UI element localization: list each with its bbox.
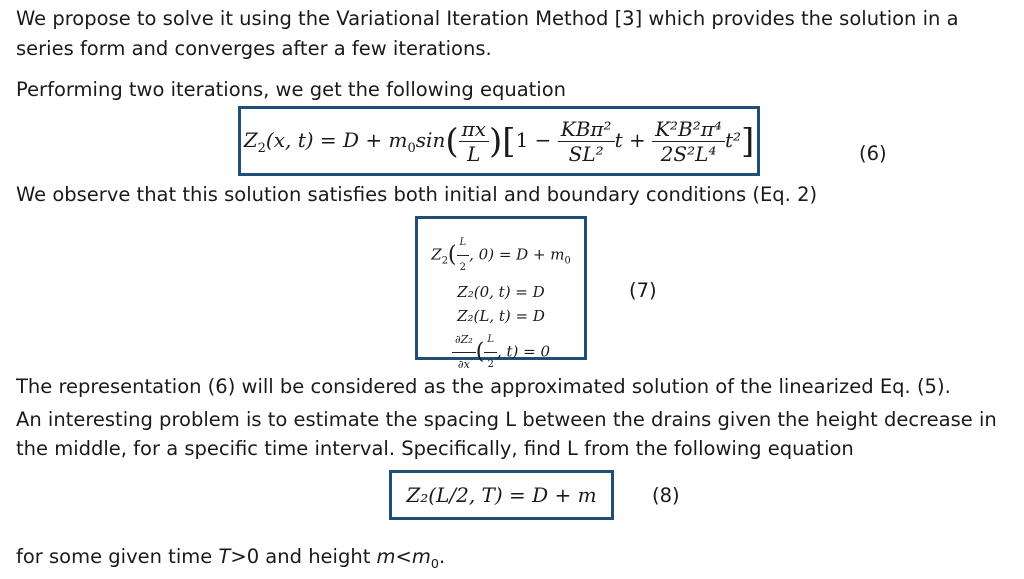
paragraph-intro-line1: We propose to solve it using the Variational Iteration Method [3] which provides the solution in a (16, 7, 959, 30)
paragraph-intro-line2: series form and converges after a few iterations. (16, 37, 492, 60)
eq7-line1: $Z_2$( $\frac{L}{2}$ , $0) = D + m_0$ (418, 231, 584, 280)
paragraph-two-iterations: Performing two iterations, we get the following equation (16, 78, 567, 101)
eq6-expression: $Z_2(x$, $t) = D + m_0\sin$( $\frac{\pi x}{L}$ )[1 − $\frac{\text{KBπ²}}{\text{SL²}}$ t + $\frac{\text{K²B²π⁴}}{\text{2S²L⁴}}$ t²] (243, 116, 755, 166)
equation-8-box (389, 470, 614, 520)
equation-8-label: (8) (652, 484, 680, 507)
paragraph-observe: We observe that this solution satisfies both initial and boundary conditions (Eq. 2) (16, 183, 818, 206)
paragraph-problem-line1: An interesting problem is to estimate the spacing L between the drains given the height decrease in (16, 408, 997, 431)
eq8-expression: Z₂(L/2, T) = D + m (406, 483, 597, 507)
equation-7-box (415, 216, 587, 371)
paragraph-given: for some given time T>0 and height $m<m_0$. (16, 545, 446, 571)
eq7-line2: Z₂(0, t) = D (457, 283, 545, 301)
paragraph-representation: The representation (6) will be considered as the approximated solution of the linearized Eq. (5). (16, 375, 951, 398)
eq7-line3: Z₂(L, t) = D (457, 307, 545, 325)
equation-6-box (238, 106, 760, 176)
eq7-line4: $\frac{\text{∂Z₂}}{\partial x}$ ( $\frac{L}{2}$ , t) = 0 (418, 328, 584, 377)
equation-6-label: (6) (859, 142, 887, 165)
paragraph-problem-line2: the middle, for a specific time interval. Specifically, find L from the following equation (16, 437, 854, 460)
equation-7-label: (7) (629, 279, 657, 302)
